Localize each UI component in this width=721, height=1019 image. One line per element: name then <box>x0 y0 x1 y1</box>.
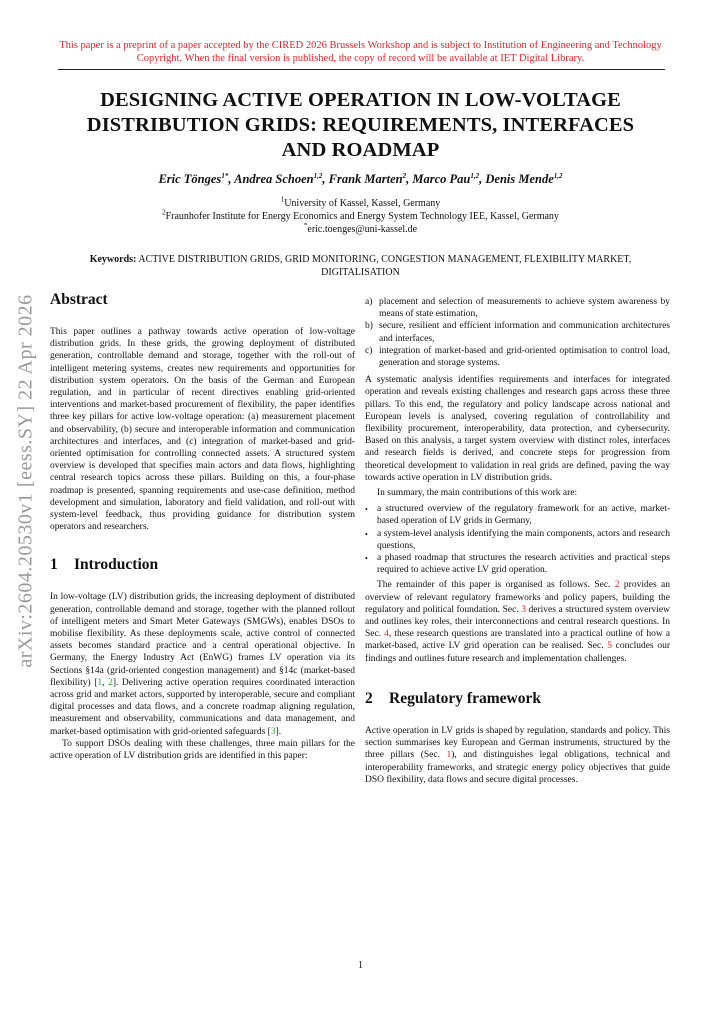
list-item: • a structured overview of the regulatory framework for an active, market-based operation of LV grids in Germany, <box>365 504 670 527</box>
keywords-label: Keywords: <box>89 254 137 265</box>
author: Marco Pau$^{1,2}$, <box>412 171 486 186</box>
citation-link[interactable]: 2 <box>108 677 113 688</box>
copyright-notice: This paper is a preprint of a paper accepted by the CIRED 2026 Brussels Workshop and is subject to Institution of Engineering and Technology Copyright. When the final version is published, the copy of record will be available at IET Digital Library. <box>59 40 662 64</box>
body-paragraph: A systematic analysis identifies requirements and interfaces for integrated operation and reveals existing challenges and research gaps across these three pillars. To this end, the regulatory and policy landscape across national and European levels is analysed, covering regulation of controllability and flexibility procurement, interoperability, data protection, and cybersecurity. Based on this analysis, a target system overview with distinct roles, interfaces and research fields is derived, and concrete steps for progression from theoretical development to validation in real grids are defined, paving the way towards active operation in LV distribution grids. <box>365 375 670 483</box>
author: Frank Marten$^2$, <box>328 171 413 186</box>
abstract-text: This paper outlines a pathway towards active operation of low-voltage distribution grids. In these grids, the growing deployment of distributed generation, controllable demand and storage, together with the roll-out of intelligent metering systems, creates new requirements and opportunities for distribution system operators. On the basis of the German and European regulation, and in particular of recent directives enabling grid-oriented interventions and market-based procurement of flexibility, the paper identifies three key pillars for active low-voltage operation: (a) measurement placement and observability, (b) secure and interoperable information and communication architectures and interfaces, and (c) integration of market-based and grid-oriented optimisation for controlling connected assets. A structured system overview is developed that specifies main actors and data flows, highlighting central research topics across these pillars. Building on this, a four-phase roadmap is presented, spanning requirements and use-case definition, method development and simulation, laboratory and field validation, and roll-out with system-level feedback, thus providing guidance for distribution system operators and researchers. <box>50 327 355 533</box>
body-paragraph: Active operation in LV grids is shaped by regulation, standards and policy. This section summarises key European and German instruments, structured by the three pillars (Sec. 1), and distinguishes legal obligations, technical and interoperability frameworks, and strategic energy policy objectives that guide DSO flexibility, data flows and secure digital processes. <box>365 725 670 785</box>
section-heading-introduction: 1 Introduction <box>50 556 159 574</box>
paper-title <box>40 88 681 163</box>
contributions-list <box>365 503 670 576</box>
body-paragraph: In summary, the main contributions of this work are: <box>377 488 578 499</box>
section-link[interactable]: 4 <box>384 629 389 640</box>
list-item: • a system-level analysis identifying the main components, actors and research questions, <box>365 528 670 551</box>
author: Andrea Schoen$^{1,2}$, <box>234 171 329 186</box>
section-link[interactable]: 1 <box>446 750 452 761</box>
affiliation: $^2$Fraunhofer Institute for Energy Economics and Energy System Technology IEE, Kassel, Germany <box>162 208 559 222</box>
list-item: • a phased roadmap that structures the research activities and practical steps required to achieve active LV grid operation. <box>365 553 670 576</box>
arxiv-stamp: arXiv:2604.20530v1 [eess.SY] 22 Apr 2026 <box>14 294 37 668</box>
header-rule <box>58 69 665 70</box>
title-line: DESIGNING ACTIVE OPERATION IN LOW-VOLTAGE <box>100 89 621 111</box>
section-link[interactable]: 5 <box>607 641 612 652</box>
abstract-heading: Abstract <box>50 291 108 308</box>
corresponding-email[interactable]: *eric.toenges@uni-kassel.de <box>303 221 418 235</box>
keywords-text: ACTIVE DISTRIBUTION GRIDS, GRID MONITORING, CONGESTION MANAGEMENT, FLEXIBILITY MARKET, DIGITALISATION <box>138 254 632 278</box>
section-link[interactable]: 2 <box>614 580 620 591</box>
page-number: 1 <box>358 960 363 971</box>
section-link[interactable]: 3 <box>521 604 526 615</box>
list-item: b) secure, resilient and efficient information and communication architectures and interfaces, <box>365 321 670 344</box>
affiliation: $^1$University of Kassel, Kassel, Germany <box>280 195 441 209</box>
intro-paragraph: In low-voltage (LV) distribution grids, the increasing deployment of distributed generation, controllable demand and storage, together with the planned rollout of intelligent meters and Smart Meter Gateways (SMGWs), enables DSOs to mobilise flexibility. As these deployments scale, active control of connected assets becomes standard practice and a central operational objective. In Germany, the Energy Industry Act (EnWG) frames LV operation via its Sections §14a (grid-oriented congestion management) and §14c (market-based flexibility) [1, 2]. Delivering active operation requires coordinated interaction across grid and market actors, supported by interoperable, secure and compliant digital processes and data flows, and a concrete roadmap aligning regulation, measurement and observability, communications and data management, and market-based optimisation with grid-oriented safeguards [3]. <box>50 592 356 737</box>
section-heading-regulatory: 2 Regulatory framework <box>365 689 541 707</box>
citation-link[interactable]: 1 <box>97 677 103 688</box>
keywords <box>60 254 661 279</box>
title-line: DISTRIBUTION GRIDS: REQUIREMENTS, INTERFACES <box>86 114 635 136</box>
pillars-list <box>365 296 670 369</box>
left-column <box>50 290 355 762</box>
right-column <box>365 296 670 786</box>
affiliations <box>40 197 681 236</box>
body-paragraph: The remainder of this paper is organised as follows. Sec. 2 provides an overview of relevant regulatory frameworks and policy papers, building the regulatory and political foundation. Sec. 3 derives a structured system overview and outlines key roles, their interconnections and central research questions. In Sec. 4, these research questions are translated into a practical outline of how a market-based, active LV grid operation can be realised. Sec. 5 concludes our findings and outlines future research and implementation challenges. <box>365 580 671 664</box>
title-line: AND ROADMAP <box>281 139 440 161</box>
author: Denis Mende$^{1,2}$ <box>485 171 563 186</box>
citation-link[interactable]: 3 <box>270 726 276 737</box>
list-item: c) integration of market-based and grid-oriented optimisation to control load, generation and storage systems. <box>365 345 670 369</box>
author-list <box>40 172 681 187</box>
list-item: a) placement and selection of measurements to achieve system awareness by means of state estimation, <box>365 297 670 320</box>
author: Eric Tönges$^{1*}$, <box>158 171 235 186</box>
intro-paragraph: To support DSOs dealing with these challenges, three main pillars for the active operation of LV distribution grids are identified in this paper: <box>50 738 355 762</box>
